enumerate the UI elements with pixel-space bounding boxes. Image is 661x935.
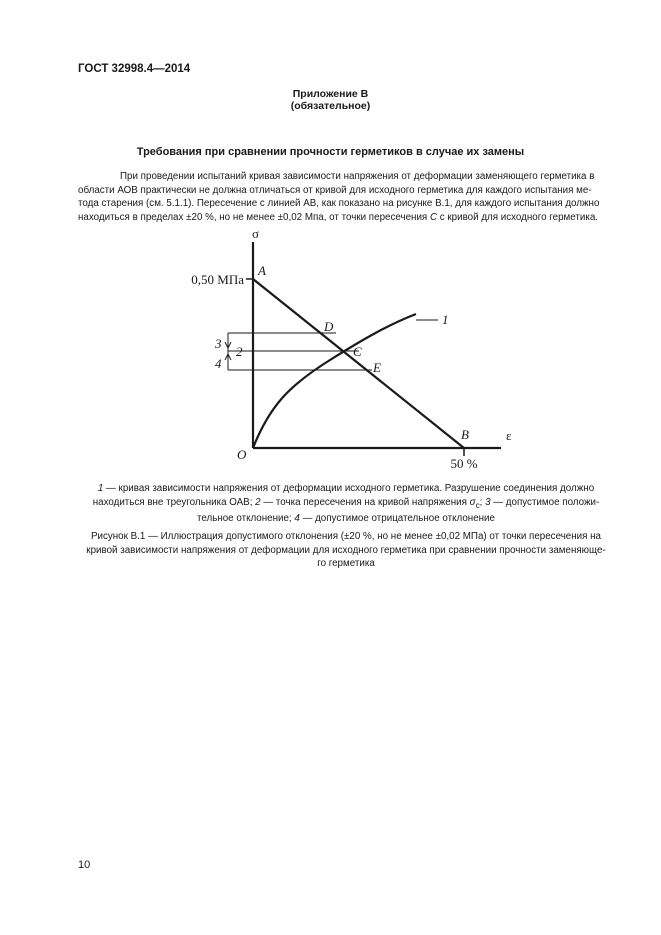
- sigma-symbol: σ: [469, 496, 476, 508]
- legend-text: — точка пересечения на кривой напряжения: [260, 496, 470, 508]
- x-value-label: 50 %: [450, 456, 478, 471]
- legend-number: 4: [294, 512, 300, 524]
- figure-legend: [86, 482, 606, 525]
- annex-status: (обязательное): [290, 100, 371, 112]
- legend-text: ;: [479, 496, 486, 508]
- section-heading: Требования при сравнении прочности герметиков в случае их замены: [136, 146, 525, 158]
- x-axis-symbol: ε: [506, 428, 512, 443]
- caption-line-3: го герметика: [317, 558, 375, 569]
- intro-line-2: области АОВ практически не должна отличаться от кривой для исходного герметика для каждого испытания ме-: [78, 184, 592, 196]
- stress-strain-figure: [160, 220, 520, 480]
- intro-line-3: тода старения (см. 5.1.1). Пересечение с линией АВ, как показано на рисунке В.1, для каждого испытания должно: [78, 198, 600, 209]
- point-a-label: A: [258, 263, 266, 278]
- caption-line-2: кривой зависимости напряжения от деформации для исходного герметика при сравнении прочности заменяюще-: [86, 544, 606, 556]
- legend-text: — допустимое положи-: [490, 496, 600, 508]
- intro-line-1: При проведении испытаний кривая зависимости напряжения от деформации заменяющего герметика в: [120, 171, 595, 182]
- point-b-label: B: [461, 427, 469, 442]
- point-d-label: D: [324, 319, 334, 334]
- caption-line-1: Рисунок В.1 — Иллюстрация допустимого отклонения (±20 %, но не менее ±0,02 МПа) от точки пересечения на: [90, 531, 602, 542]
- legend-line-1: [86, 482, 606, 496]
- page-number: 10: [78, 859, 91, 871]
- legend-number: 1: [97, 483, 104, 494]
- legend-number: 3: [485, 496, 491, 508]
- y-axis-symbol: σ: [252, 226, 260, 241]
- intro-text: с кривой для исходного герметика.: [437, 211, 599, 223]
- legend-text: тельное отклонение;: [197, 512, 295, 524]
- legend-number: 2: [255, 496, 261, 508]
- annex-title: Приложение В: [292, 88, 369, 100]
- legend-line-3: [86, 512, 606, 526]
- legend-text: находиться вне треугольника ОАВ;: [92, 496, 256, 508]
- origin-label: O: [237, 447, 247, 462]
- intro-point-c: С: [429, 211, 438, 223]
- point-c-label: C: [353, 344, 362, 359]
- curve-1-label: 1: [442, 312, 449, 327]
- legend-text: — допустимое отрицательное отклонение: [299, 512, 495, 524]
- label-2: 2: [236, 344, 243, 359]
- line-ab: [253, 279, 464, 448]
- intro-paragraph: [78, 170, 613, 224]
- sigma-subscript: с: [475, 500, 480, 510]
- legend-line-2: [86, 496, 606, 512]
- curve-1: [253, 314, 416, 448]
- label-4: 4: [215, 356, 222, 371]
- y-value-label: 0,50 МПа: [191, 272, 244, 287]
- point-e-label: E: [373, 360, 381, 375]
- legend-text: — кривая зависимости напряжения от деформации исходного герметика. Разрушение соединения должно: [103, 483, 595, 494]
- standard-code: ГОСТ 32998.4—2014: [78, 63, 191, 75]
- figure-caption: [86, 530, 606, 571]
- label-3: 3: [215, 336, 222, 351]
- intro-text: находиться в пределах ±20 %, но не менее ±0,02 Мпа, от точки пересечения: [78, 211, 430, 223]
